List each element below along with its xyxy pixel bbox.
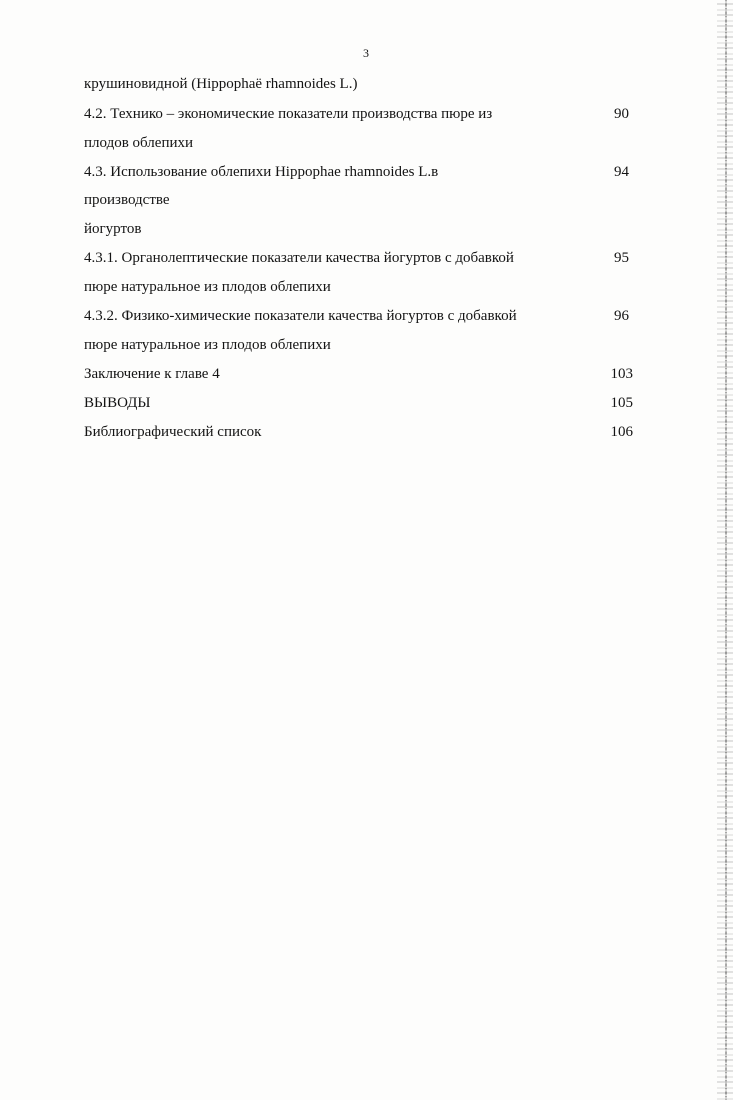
- toc-line-8: пюре натуральное из плодов облепихи: [84, 279, 331, 295]
- toc-page-11: 103: [610, 366, 633, 382]
- scan-edge-line: [725, 0, 727, 1100]
- toc-line-12: ВЫВОДЫ: [84, 395, 151, 411]
- toc-line-6: йогуртов: [84, 221, 142, 237]
- page-number: 3: [363, 46, 369, 60]
- toc-line-13: Библиографический список: [84, 424, 262, 440]
- toc-line-9: 4.3.2. Физико-химические показатели качества йогуртов с добавкой: [84, 308, 517, 324]
- toc-page-2: 90: [614, 106, 629, 122]
- toc-page-7: 95: [614, 250, 629, 266]
- toc-line-5: производстве: [84, 192, 170, 208]
- toc-page-4: 94: [614, 164, 629, 180]
- toc-page-12: 105: [610, 395, 633, 411]
- toc-page-13: 106: [610, 424, 633, 440]
- toc-line-1: крушиновидной (Hippophaë rhamnoides L.): [84, 76, 358, 92]
- toc-line-2: 4.2. Технико – экономические показатели производства пюре из: [84, 106, 493, 122]
- toc-page-9: 96: [614, 308, 629, 324]
- toc-line-11: Заключение к главе 4: [84, 366, 220, 382]
- toc-line-10: пюре натуральное из плодов облепихи: [84, 337, 331, 353]
- toc-line-4: 4.3. Использование облепихи Hippophae rhamnoides L.в: [84, 164, 439, 180]
- toc-line-7: 4.3.1. Органолептические показатели качества йогуртов с добавкой: [84, 250, 514, 266]
- toc-line-3: плодов облепихи: [84, 135, 194, 151]
